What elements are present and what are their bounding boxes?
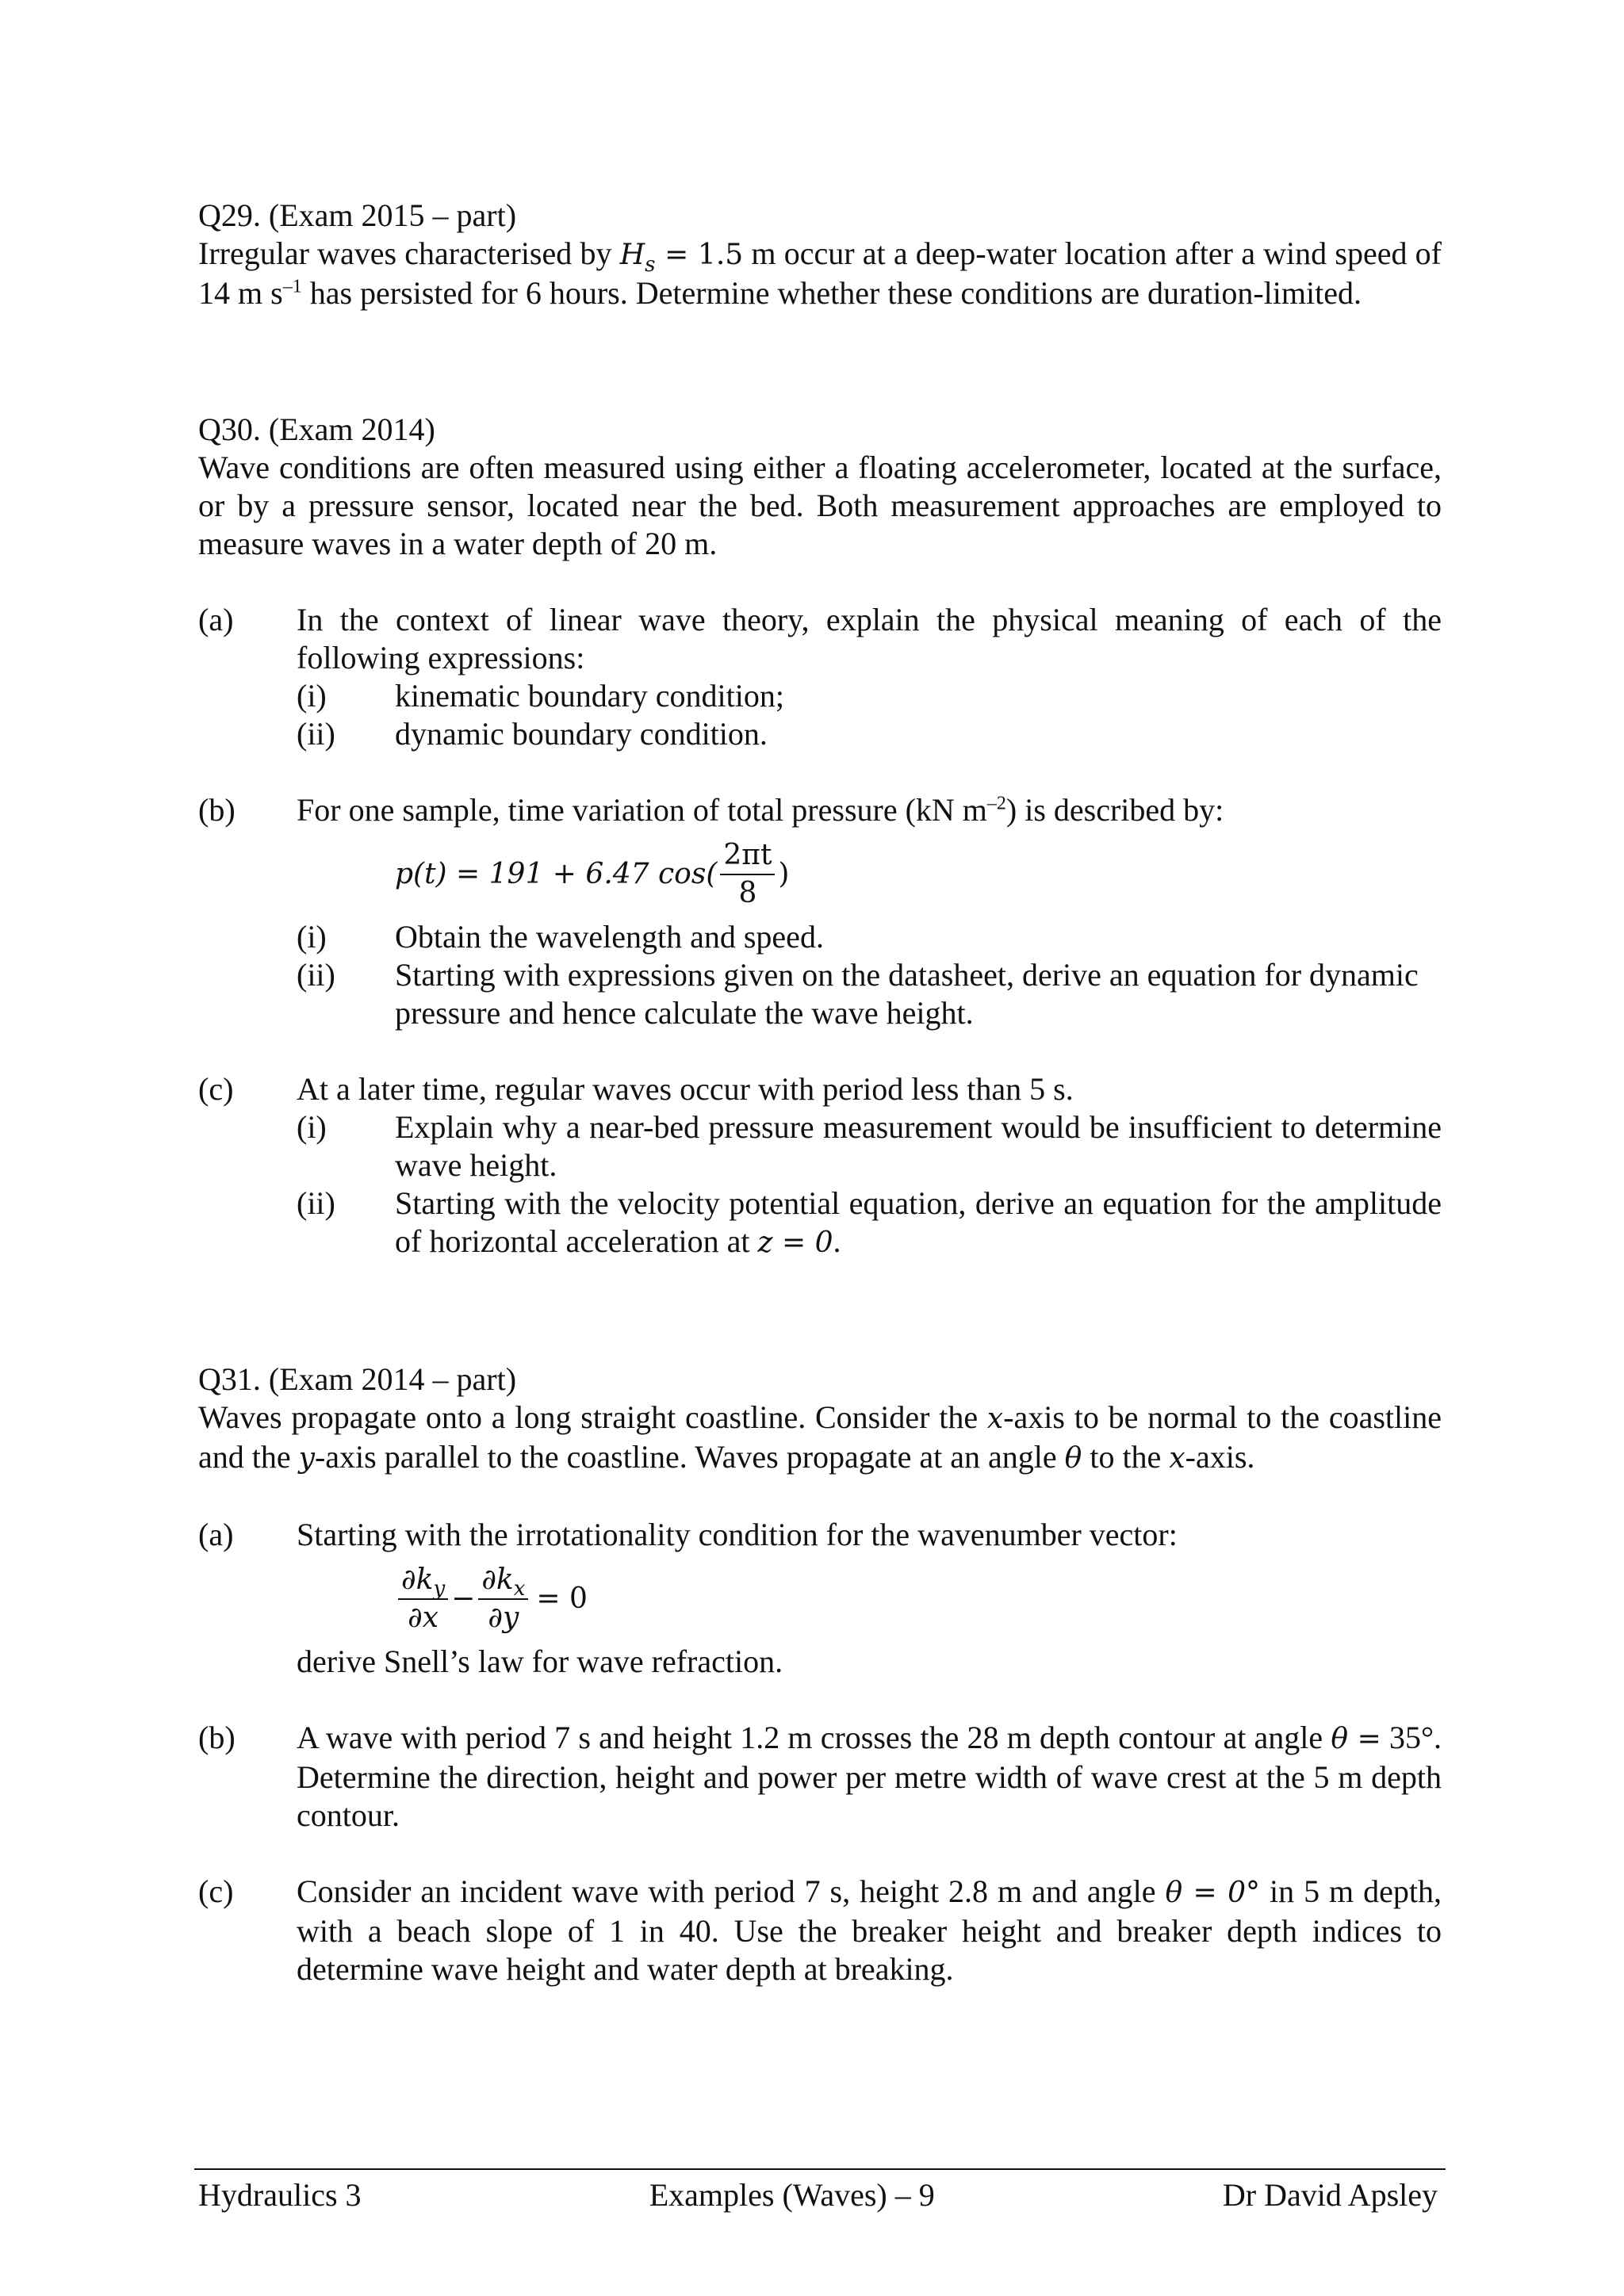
irrotationality-equation: $\frac{\partial k_y}{\partial x}$ − $\frac{\partial k_x}{\partial y}$ = 0	[297, 1563, 1442, 1635]
question-31-part-a: (a) Starting with the irrotationality condition for the wavenumber vector: $\frac{\partial k_y}{\partial x}$ − $\frac{\partial k_x}{\partial y}$ = 0 derive Snell’s law for wave refraction.	[198, 1516, 1442, 1681]
part-label: (b)	[198, 1720, 236, 1755]
question-30-part-b: (b) For one sample, time variation of total pressure (kN $m^{-2}$) is described by: p(t) = 191 + 6.47 cos( $\frac{2\pi t}{8}$ ) (i) Obtain the wavelength and speed. (ii) Starting with expressions given on the datasheet, derive an equation for dynamic pressure and hence calculate the wave height.	[198, 791, 1442, 1032]
document-body	[198, 197, 1442, 2058]
part-label: (b)	[198, 792, 236, 828]
fraction: $\frac{2\pi t}{8}$	[720, 839, 775, 910]
part-label: (c)	[198, 1071, 234, 1107]
footer-author: Dr David Apsley	[1222, 2177, 1438, 2213]
subpart-i: (i) Explain why a near-bed pressure measurement would be insufficient to determine wave height.	[297, 1109, 1442, 1183]
question-30-part-c: (c) At a later time, regular waves occur with period less than 5 s. (i) Explain why a near-bed pressure measurement would be insufficient to determine wave height. (ii) Starting with the velocity potential equation, derive an equation for the amplitude of horizontal acceleration at z = 0.	[198, 1070, 1442, 1262]
footer-course: Hydraulics 3	[198, 2177, 362, 2213]
subpart-ii: (ii) Starting with the velocity potential equation, derive an equation for the amplitude of horizontal acceleration at z = 0.	[297, 1185, 1442, 1259]
question-31-intro: Waves propagate onto a long straight coastline. Consider the x-axis to be normal to the coastline and the y-axis parallel to the coastline. Waves propagate at an angle θ to the x-axis.	[198, 1399, 1442, 1475]
question-31	[198, 1360, 1442, 1988]
question-29	[198, 197, 1442, 312]
part-label: (a)	[198, 602, 234, 637]
question-29-heading: Q29. (Exam 2015 – part)	[198, 197, 517, 233]
question-31-heading: Q31. (Exam 2014 – part)	[198, 1361, 517, 1397]
question-30-heading: Q30. (Exam 2014)	[198, 411, 435, 447]
question-31-part-b: (b) A wave with period 7 s and height 1.2 m crosses the 28 m depth contour at angle θ = 35°. Determine the direction, height and power per metre width of wave crest at the 5 m depth contour.	[198, 1720, 1442, 1833]
page-footer	[194, 2168, 1446, 2214]
subpart-i: (i) Obtain the wavelength and speed.	[297, 919, 824, 955]
footer-page-title: Examples (Waves) – 9	[649, 2177, 935, 2213]
question-30	[198, 411, 1442, 1262]
subpart-ii: (ii) dynamic boundary condition.	[297, 716, 768, 752]
fraction: $\frac{\partial k_x}{\partial y}$	[478, 1563, 528, 1635]
part-label: (a)	[198, 1517, 234, 1552]
question-30-intro: Wave conditions are often measured using either a floating accelerometer, located at the surface, or by a pressure sensor, located near the bed. Both measurement approaches are employed to measure waves in a water depth of 20 m.	[198, 450, 1442, 561]
question-29-text: Irregular waves characterised by $H_s = 1.5$ m occur at a deep-water location after a wind speed of 14 m $s^{-1}$ has persisted for 6 hours. Determine whether these conditions are duration-limited.	[198, 235, 1442, 311]
subpart-i: (i) kinematic boundary condition;	[297, 678, 784, 714]
part-label: (c)	[198, 1873, 234, 1909]
subpart-ii: (ii) Starting with expressions given on the datasheet, derive an equation for dynamic pressure and hence calculate the wave height.	[297, 957, 1419, 1031]
pressure-equation: p(t) = 191 + 6.47 cos( $\frac{2\pi t}{8}$ )	[395, 839, 790, 909]
fraction: $\frac{\partial k_y}{\partial x}$	[398, 1563, 448, 1635]
question-30-part-a: (a) In the context of linear wave theory, explain the physical meaning of each of the following expressions: (i) kinematic boundary condition; (ii) dynamic boundary condition.	[198, 602, 1442, 752]
question-31-part-c: (c) Consider an incident wave with period 7 s, height 2.8 m and angle θ = 0° in 5 m depth, with a beach slope of 1 in 40. Use the breaker height and breaker depth indices to determine wave height and water depth at breaking.	[198, 1873, 1442, 1987]
